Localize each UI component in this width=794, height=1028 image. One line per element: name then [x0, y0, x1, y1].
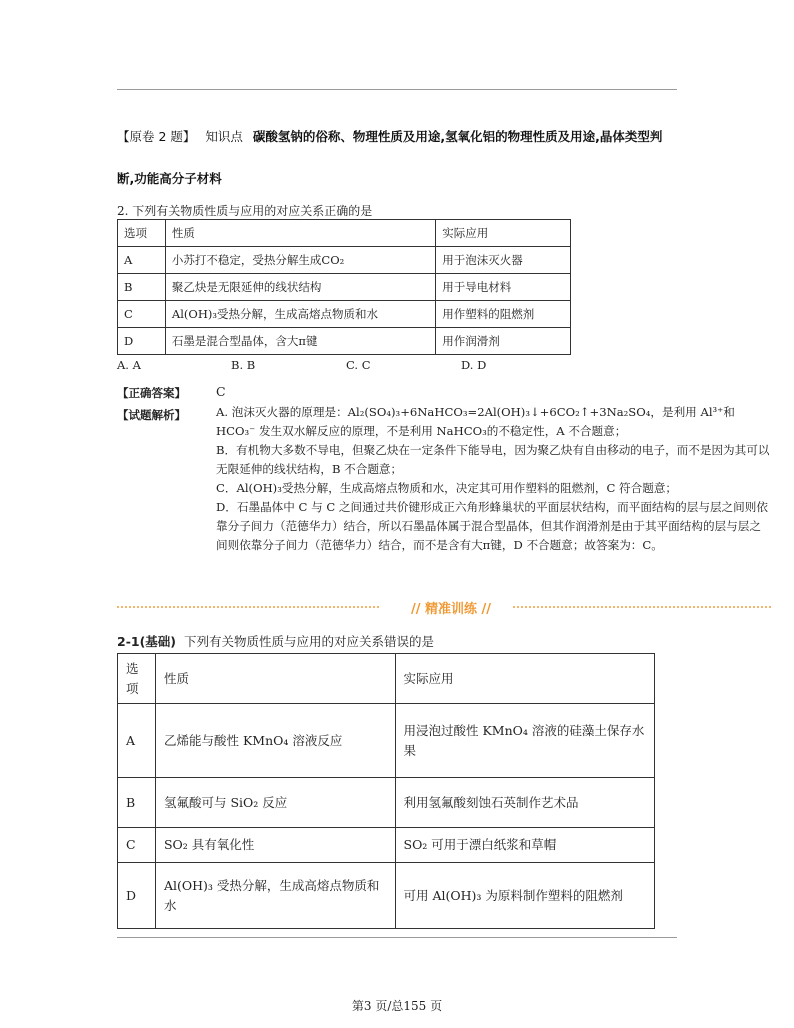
table-row [118, 704, 655, 778]
row-option: D [118, 328, 166, 355]
row-application: 用作润滑剂 [436, 328, 571, 355]
col-property: 性质 [165, 220, 435, 247]
row-application: 用于导电材料 [436, 274, 571, 301]
topic-continuation [117, 169, 222, 187]
practice-level: (基础) [139, 634, 177, 649]
row-property: Al(OH)₃受热分解，生成高熔点物质和水 [165, 301, 435, 328]
banner-dots-right [513, 606, 771, 608]
practice-text: 下列有关物质性质与应用的对应关系错误的是 [184, 634, 435, 649]
top-rule [117, 89, 677, 90]
row-property: 乙烯能与酸性 KMnO₄ 溶液反应 [155, 704, 395, 778]
question-table [117, 219, 571, 355]
banner-dots-left [117, 606, 379, 608]
col-option: 选项 [118, 654, 156, 704]
row-option: B [118, 274, 166, 301]
row-option: C [118, 301, 166, 328]
row-application: SO₂ 可用于漂白纸浆和草帽 [395, 828, 655, 863]
table-header-row [118, 220, 571, 247]
choice-c: C. C [346, 358, 371, 372]
row-property: 聚乙炔是无限延伸的线状结构 [165, 274, 435, 301]
page-number: 第3 页/总155 页 [351, 999, 443, 1013]
practice-heading [117, 632, 434, 650]
choice-b: B. B [231, 358, 256, 372]
table-row [118, 247, 571, 274]
row-option: C [118, 828, 156, 863]
col-option: 选项 [118, 220, 166, 247]
row-property: 氢氟酸可与 SiO₂ 反应 [155, 778, 395, 828]
question-text: 2. 下列有关物质性质与应用的对应关系正确的是 [117, 204, 373, 218]
row-application: 用作塑料的阻燃剂 [436, 301, 571, 328]
row-application: 用浸泡过酸性 KMnO₄ 溶液的硅藻土保存水果 [395, 704, 655, 778]
practice-number: 2-1 [117, 634, 140, 649]
col-application: 实际应用 [436, 220, 571, 247]
col-application: 实际应用 [395, 654, 655, 704]
slash-icon: // [410, 602, 421, 617]
table-row [118, 328, 571, 355]
row-option: B [118, 778, 156, 828]
section-banner [117, 596, 771, 618]
analysis-paragraph-d: D．石墨晶体中 C 与 C 之间通过共价键形成正六角形蜂巢状的平面层状结构，而平面结构的层与层之间则依靠分子间力（范德华力）结合，所以石墨晶体属于混合型晶体，但其作润滑剂是由于其平面结构的层与层之间则依靠分子间力（范德华力）结合，而不是含有大π键，D 不合题意；故答案为：C。 [216, 500, 768, 552]
table-header-row [118, 654, 655, 704]
row-property: 小苏打不稳定，受热分解生成CO₂ [165, 247, 435, 274]
bottom-rule [117, 937, 677, 938]
topic-line-1: 碳酸氢钠的俗称、物理性质及用途,氢氧化铝的物理性质及用途,晶体类型判 [252, 129, 663, 144]
table-row [118, 274, 571, 301]
slash-icon: // [481, 602, 492, 617]
choice-a: A. A [117, 358, 141, 372]
row-application: 用于泡沫灭火器 [436, 247, 571, 274]
col-property: 性质 [155, 654, 395, 704]
row-option: D [118, 863, 156, 929]
practice-table [117, 653, 655, 929]
topic-line-2: 断,功能高分子材料 [117, 171, 222, 186]
analysis-paragraph-c: C．Al(OH)₃受热分解，生成高熔点物质和水，决定其可用作塑料的阻燃剂，C 符合题意； [216, 481, 678, 495]
source-label: 【原卷 2 题】 [117, 129, 196, 144]
row-property: Al(OH)₃ 受热分解，生成高熔点物质和水 [155, 863, 395, 929]
source-heading [117, 127, 662, 145]
answer-label: 【正确答案】 [117, 386, 186, 400]
section-title: // 精准训练 // [410, 602, 492, 617]
row-property: 石墨是混合型晶体，含大π键 [165, 328, 435, 355]
row-option: A [118, 704, 156, 778]
topic-prefix: 知识点 [205, 129, 243, 144]
answer-value: C [216, 384, 226, 399]
table-row [118, 863, 655, 929]
analysis-paragraph-a: A. 泡沫灭火器的原理是：Al₂(SO₄)₃+6NaHCO₃=2Al(OH)₃↓+6CO₂↑+3Na₂SO₄，是利用 Al³⁺和 HCO₃⁻ 发生双水解反应的原理，不是利用 NaHCO₃的不稳定性，A 不合题意； [216, 405, 735, 438]
row-property: SO₂ 具有氧化性 [155, 828, 395, 863]
analysis-label: 【试题解析】 [117, 408, 186, 422]
row-application: 可用 Al(OH)₃ 为原料制作塑料的阻燃剂 [395, 863, 655, 929]
row-application: 利用氢氟酸刻蚀石英制作艺术品 [395, 778, 655, 828]
analysis-paragraph-b: B．有机物大多数不导电，但聚乙炔在一定条件下能导电，因为聚乙炔有自由移动的电子，而不是因为其可以无限延伸的线状结构，B 不合题意； [216, 443, 770, 476]
row-option: A [118, 247, 166, 274]
analysis-body [216, 403, 772, 555]
table-row [118, 301, 571, 328]
choice-d: D. D [461, 358, 487, 372]
table-row [118, 828, 655, 863]
table-row [118, 778, 655, 828]
